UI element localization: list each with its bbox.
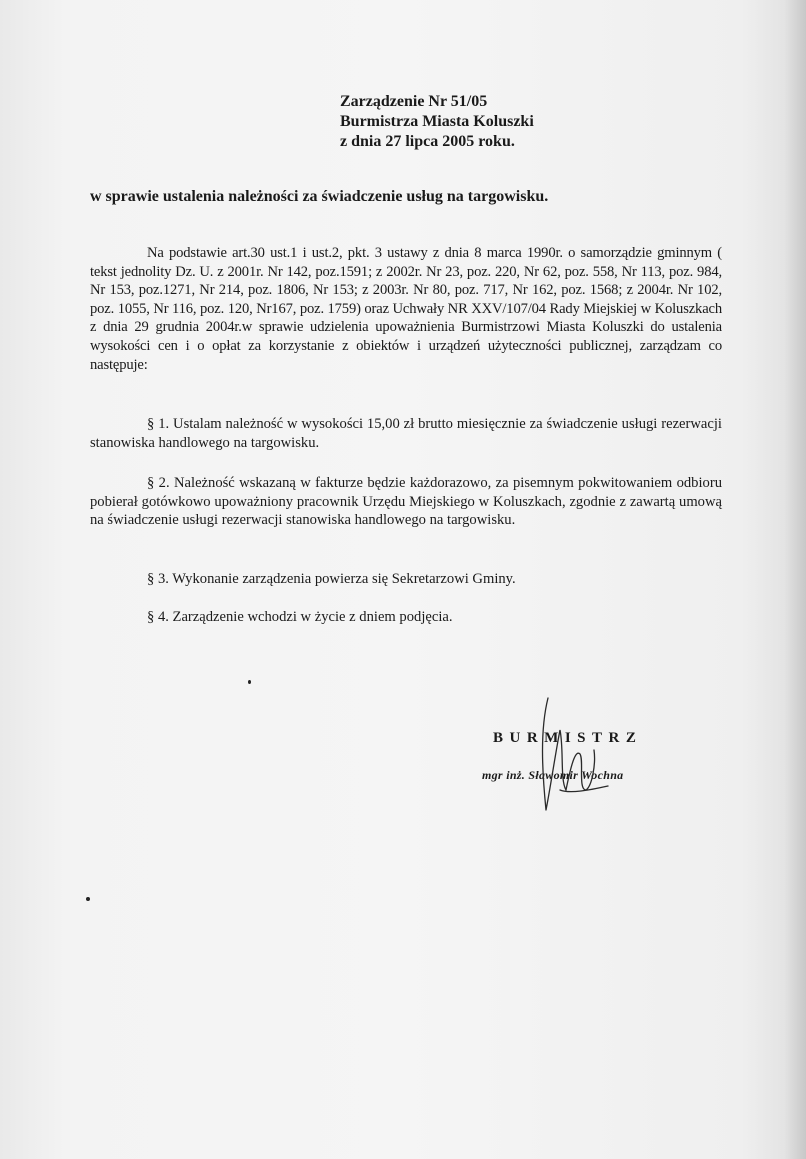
legal-basis-paragraph: Na podstawie art.30 ust.1 i ust.2, pkt. 3 ustawy z dnia 8 marca 1990r. o samorządzie gminnym ( tekst jednolity Dz. U. z 2001r. Nr 142, poz.1591; z 2002r. Nr 23, poz. 220, Nr 62, poz. 558, Nr 113, poz. 984, Nr 153, poz.1271, Nr 214, poz. 1806, Nr 153; z 2003r. Nr 80, poz. 717, Nr 162, poz. 1568; z 2004r. Nr 102, poz. 1055, Nr 116, poz. 120, Nr167, poz. 1759) oraz Uchwały NR XXV/107/04 Rady Miejskiej w Koluszkach z dnia 29 grudnia 2004r.w sprawie udzielenia upoważnienia Burmistrzowi Miasta Koluszki do ustalenia wysokości cen i o opłat za korzystanie z obiektów i urządzeń użyteczności publicznej, zarządzam co następuje:: [90, 245, 722, 373]
scan-speck: [86, 897, 90, 901]
document-subject: w sprawie ustalenia należności za świadczenie usług na targowisku.: [90, 188, 549, 205]
issue-date: z dnia 27 lipca 2005 roku.: [340, 133, 515, 150]
ordinance-number: Zarządzenie Nr 51/05: [340, 93, 488, 110]
section-4: § 4. Zarządzenie wchodzi w życie z dniem podjęcia.: [147, 609, 453, 625]
scan-speck: [248, 680, 251, 684]
document-header: [340, 92, 534, 152]
section-2: § 2. Należność wskazaną w fakturze będzie każdorazowo, za pisemnym pokwitowaniem odbioru pobierał gotówkowo upoważniony pracownik Urzędu Miejskiego w Koluszkach, zgodnie z zawartą umową na świadczenie usługi rezerwacji stanowiska handlowego na targowisku.: [90, 475, 722, 529]
signatory-name: mgr inż. Sławomir Wochna: [482, 768, 624, 782]
section-1: § 1. Ustalam należność w wysokości 15,00 zł brutto miesięcznie za świadczenie usługi rezerwacji stanowiska handlowego na targowisku.: [90, 416, 722, 451]
handwritten-signature: [530, 690, 620, 830]
issuing-authority: Burmistrza Miasta Koluszki: [340, 113, 534, 130]
section-3: § 3. Wykonanie zarządzenia powierza się Sekretarzowi Gminy.: [147, 571, 516, 587]
signature-title: BURMISTRZ: [493, 730, 643, 746]
